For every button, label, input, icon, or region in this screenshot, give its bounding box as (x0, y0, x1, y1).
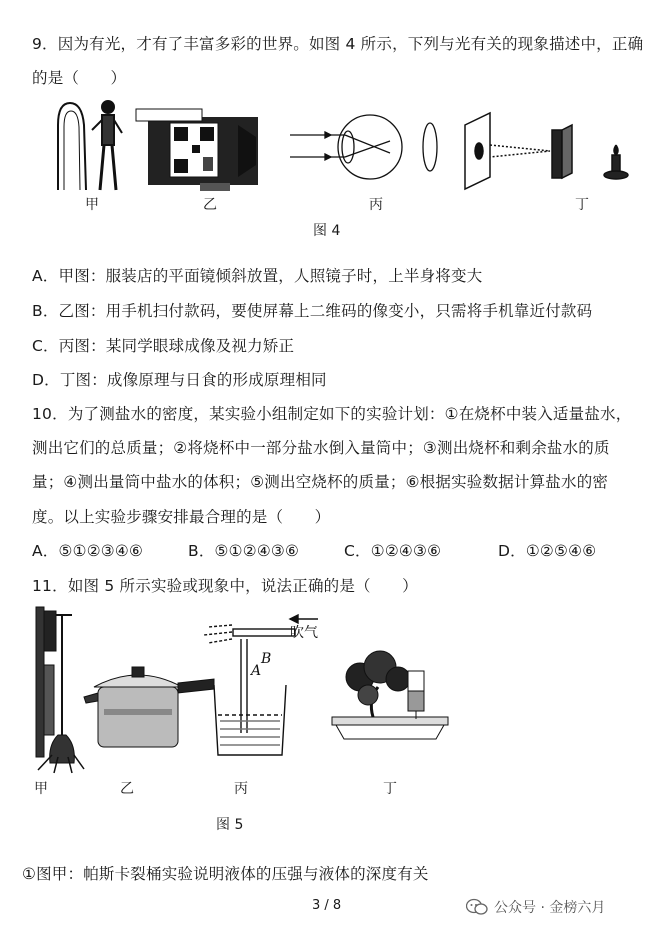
q11-stem: 11．如图 5 所示实验或现象中，说法正确的是（ ） (32, 577, 418, 595)
q10-option-d: D．①②⑤④⑥ (498, 542, 597, 560)
fig5-label-yi: 乙 (120, 781, 134, 797)
q10-stem-line4: 度。以上实验步骤安排最合理的是（ ） (32, 508, 331, 526)
q10-option-b: B．⑤①②④③⑥ (188, 542, 300, 560)
fig4-phone-qr (136, 109, 258, 191)
q10-stem-line3: 量；④测出量筒中盐水的体积；⑤测出空烧杯的质量；⑥根据实验数据计算盐水的密 (32, 473, 609, 491)
fig4-pinhole-candle (465, 113, 628, 189)
fig5-caption: 图 5 (216, 817, 244, 833)
fig5-blow-label: 吹气 (290, 625, 318, 641)
q9-stem-line2: 的是（ ） (32, 69, 127, 87)
fig4-label-jia: 甲 (85, 197, 99, 213)
watermark (466, 897, 605, 917)
figure-4 (40, 95, 640, 195)
fig5-pressure-cooker (84, 667, 214, 747)
watermark-text: 公众号 · 金榜六月 (494, 900, 606, 916)
fig4-label-ding: 丁 (575, 197, 589, 213)
fig5-label-tube-a: A (251, 663, 262, 679)
page-number: 3 / 8 (312, 898, 342, 913)
fig5-label-ding: 丁 (383, 781, 397, 797)
fig4-eye-lens (290, 115, 437, 179)
wechat-icon (466, 898, 488, 916)
q9-stem-line1: 9．因为有光，才有了丰富多彩的世界。如图 4 所示，下列与光有关的现象描述中，正确 (32, 35, 644, 53)
q9-option-c: C．丙图：某同学眼球成像及视力矫正 (32, 337, 295, 355)
q11-statement-1: ①图甲：帕斯卡裂桶实验说明液体的压强与液体的深度有关 (22, 865, 429, 883)
q10-option-c: C．①②④③⑥ (344, 542, 442, 560)
fig5-label-bing: 丙 (234, 781, 248, 797)
fig4-label-yi: 乙 (203, 197, 217, 213)
q9-option-a: A．甲图：服装店的平面镜倾斜放置，人照镜子时，上半身将变大 (32, 267, 483, 285)
fig4-mirror-person (58, 101, 122, 190)
fig5-label-jia: 甲 (34, 781, 48, 797)
fig5-bonsai-bottle (332, 651, 448, 739)
q10-stem-line1: 10．为了测盐水的密度，某实验小组制定如下的实验计划：①在烧杯中装入适量盐水， (32, 405, 632, 423)
fig4-caption: 图 4 (313, 223, 341, 239)
fig5-label-tube-b: B (261, 651, 272, 667)
q9-option-b: B．乙图：用手机扫付款码，要使屏幕上二维码的像变小，只需将手机靠近付款码 (32, 302, 593, 320)
q10-option-a: A．⑤①②③④⑥ (32, 542, 144, 560)
fig5-pascal-barrel (36, 607, 84, 773)
q9-option-d: D．丁图：成像原理与日食的形成原理相同 (32, 371, 327, 389)
q10-stem-line2: 测出它们的总质量；②将烧杯中一部分盐水倒入量筒中；③测出烧杯和剩余盐水的质 (32, 439, 610, 457)
fig4-label-bing: 丙 (369, 197, 383, 213)
figure-5 (28, 605, 628, 775)
